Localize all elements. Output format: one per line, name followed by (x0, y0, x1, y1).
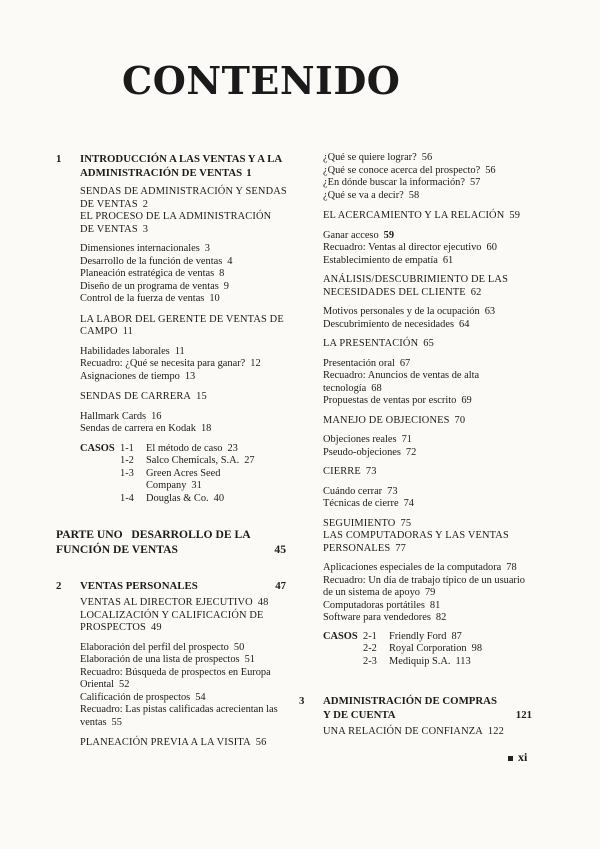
entry[interactable]: Ganar acceso 59 (323, 229, 395, 241)
section-entry[interactable]: LAS COMPUTADORAS Y LAS VENTAS PERSONALES 77 (323, 530, 509, 554)
group-7 (299, 562, 534, 625)
entry[interactable]: Calificación de prospectos 54 (80, 691, 206, 703)
chapter-1-group-3 (56, 411, 288, 436)
entry[interactable]: Elaboración del perfil del prospecto 50 (80, 641, 245, 653)
section-3 (299, 338, 534, 351)
group-1 (299, 152, 534, 202)
group-2 (299, 230, 534, 268)
chapter-title: INTRODUCCIÓN A LAS VENTAS Y A LA ADMINISTRACIÓN DE VENTAS (80, 153, 282, 179)
entry[interactable]: Recuadro: Un día de trabajo típico de un usuario de un sistema de apoyo 79 (323, 574, 525, 598)
chapter-3-section-1 (299, 726, 534, 739)
page-ref: 45 (274, 543, 286, 556)
entry[interactable]: Recuadro: Anuncios de ventas de alta tecnología 68 (323, 370, 480, 394)
section-entry[interactable]: SENDAS DE ADMINISTRACIÓN Y SENDAS DE VENTAS 2 (80, 186, 287, 210)
chapter-1-section-4 (56, 391, 288, 404)
section-entry[interactable]: LOCALIZACIÓN Y CALIFICACIÓN DE PROSPECTOS 49 (80, 609, 264, 633)
entry[interactable]: Recuadro: Búsqueda de prospectos en Europa Oriental 52 (80, 666, 271, 690)
entry[interactable]: Dimensiones internacionales 3 (80, 243, 210, 254)
entry[interactable]: Objeciones reales 71 (323, 434, 412, 445)
toc-left-column (56, 152, 288, 750)
section-entry[interactable]: CIERRE 73 (323, 466, 377, 477)
chapter-1-group-1 (56, 243, 288, 306)
section-2 (299, 274, 534, 299)
entry[interactable]: Recuadro: ¿Qué se necesita para ganar? 12 (80, 358, 261, 369)
entry[interactable]: ¿Qué se conoce acerca del prospecto? 56 (323, 164, 496, 176)
group-3 (299, 306, 534, 331)
section-entry[interactable]: EL PROCESO DE LA ADMINISTRACIÓN DE VENTAS 3 (80, 211, 272, 235)
section-entry[interactable]: UNA RELACIÓN DE CONFIANZA 122 (323, 726, 504, 737)
entry[interactable]: Recuadro: Las pistas calificadas acrecientan las ventas 55 (80, 704, 278, 728)
case-entry[interactable]: 1-2 Salco Chemicals, S.A. 27 (120, 455, 255, 466)
chapter-1-section-3 (56, 314, 288, 339)
chapter-2-sections (56, 597, 288, 635)
case-entry[interactable]: 2-2 Royal Corporation 98 (363, 643, 483, 654)
chapter-1-entry[interactable] (56, 152, 288, 180)
entry[interactable]: Presentación oral 67 (323, 357, 411, 369)
entry[interactable]: Control de la fuerza de ventas 10 (80, 293, 220, 304)
page-ref: 1 (246, 167, 252, 179)
case-entry[interactable]: 2-1 Friendly Ford 87 (363, 630, 462, 642)
section-entry[interactable]: PLANEACIÓN PREVIA A LA VISITA 56 (80, 737, 267, 748)
entry[interactable]: Software para vendedores 82 (323, 612, 447, 623)
sections-6 (299, 518, 534, 556)
section-entry[interactable]: MANEJO DE OBJECIONES 70 (323, 414, 466, 426)
group-4 (299, 358, 534, 408)
entry[interactable]: Técnicas de cierre 74 (323, 498, 414, 509)
chapter-2-entry[interactable]: 2 VENTAS PERSONALES 47 (56, 580, 286, 592)
section-entry[interactable]: LA PRESENTACIÓN 65 (323, 338, 434, 349)
entry[interactable]: Propuestas de ventas por escrito 69 (323, 395, 472, 406)
entry[interactable]: ¿Qué se quiere lograr? 56 (323, 152, 433, 163)
section-entry[interactable]: VENTAS AL DIRECTOR EJECUTIVO 48 (80, 597, 269, 608)
chapter-1-sections (56, 186, 288, 236)
case-entry[interactable]: 1-1 El método de caso 23 (120, 442, 238, 454)
entry[interactable]: Computadoras portátiles 81 (323, 599, 441, 611)
entry[interactable]: Asignaciones de tiempo 13 (80, 370, 196, 382)
chapter-2-section-3 (56, 737, 288, 750)
part-one-entry[interactable] (56, 527, 288, 557)
entry[interactable]: Aplicaciones especiales de la computadora 78 (323, 562, 517, 573)
entry[interactable]: Diseño de un programa de ventas 9 (80, 280, 229, 292)
section-entry[interactable]: SENDAS DE CARRERA 15 (80, 391, 207, 402)
case-entry[interactable]: 2-3 Mediquip S.A. 113 (363, 655, 471, 667)
entry[interactable]: Sendas de carrera en Kodak 18 (80, 423, 212, 434)
section-entry[interactable]: SEGUIMIENTO 75 (323, 517, 412, 529)
entry[interactable]: Hallmark Cards 16 (80, 410, 162, 422)
entry[interactable]: Recuadro: Ventas al director ejecutivo 60 (323, 242, 497, 253)
case-entry[interactable]: 1-4 Douglas & Co. 40 (120, 492, 225, 504)
section-entry[interactable]: LA LABOR DEL GERENTE DE VENTAS DE CAMPO 11 (80, 313, 284, 337)
page-ref: 2 (142, 198, 149, 210)
cases-label: CASOS (80, 442, 115, 454)
chapter-1-cases (56, 443, 288, 506)
page-title: CONTENIDO (122, 58, 401, 103)
entry[interactable]: Planeación estratégica de ventas 8 (80, 268, 225, 279)
chapter-1-group-2 (56, 346, 288, 384)
toc-right-column (299, 152, 534, 739)
entry[interactable]: Pseudo-objeciones 72 (323, 446, 417, 458)
entry[interactable]: ¿Qué se va a decir? 58 (323, 189, 420, 201)
section-entry[interactable]: ANÁLISIS/DESCUBRIMIENTO DE LAS NECESIDADES DEL CLIENTE 62 (323, 274, 508, 298)
page-number: xi (508, 750, 527, 765)
entry[interactable]: Descubrimiento de necesidades 64 (323, 318, 470, 330)
entry[interactable]: Establecimiento de empatía 61 (323, 254, 454, 266)
page-ref: 3 (142, 223, 149, 235)
case-entry[interactable]: 1-3 Green Acres Seed Company 31 (120, 467, 221, 491)
section-entry[interactable]: EL ACERCAMIENTO Y LA RELACIÓN 59 (323, 210, 521, 221)
group-6 (299, 486, 534, 511)
group-5 (299, 434, 534, 459)
entry[interactable]: Desarrollo de la función de ventas 4 (80, 255, 233, 267)
cases-label: CASOS (323, 630, 358, 642)
section-4 (299, 415, 534, 428)
section-5 (299, 466, 534, 479)
entry[interactable]: Elaboración de una lista de prospectos 51 (80, 654, 255, 665)
section-1 (299, 210, 534, 223)
part-title: PARTE UNO DESARROLLO DE LA FUNCIÓN DE VENTAS (56, 528, 253, 556)
entry[interactable]: ¿En dónde buscar la información? 57 (323, 177, 481, 188)
chapter-2-cases (299, 631, 534, 669)
entry[interactable]: Habilidades laborales 11 (80, 345, 185, 357)
entry[interactable]: Cuándo cerrar 73 (323, 485, 398, 497)
entry[interactable]: Motivos personales y de la ocupación 63 (323, 306, 496, 317)
chapter-number: 1 (56, 153, 62, 165)
chapter-3-entry[interactable]: 3 ADMINISTRACIÓN DE COMPRAS Y DE CUENTA 121 (299, 695, 532, 721)
chapter-2-group-1 (56, 642, 288, 730)
